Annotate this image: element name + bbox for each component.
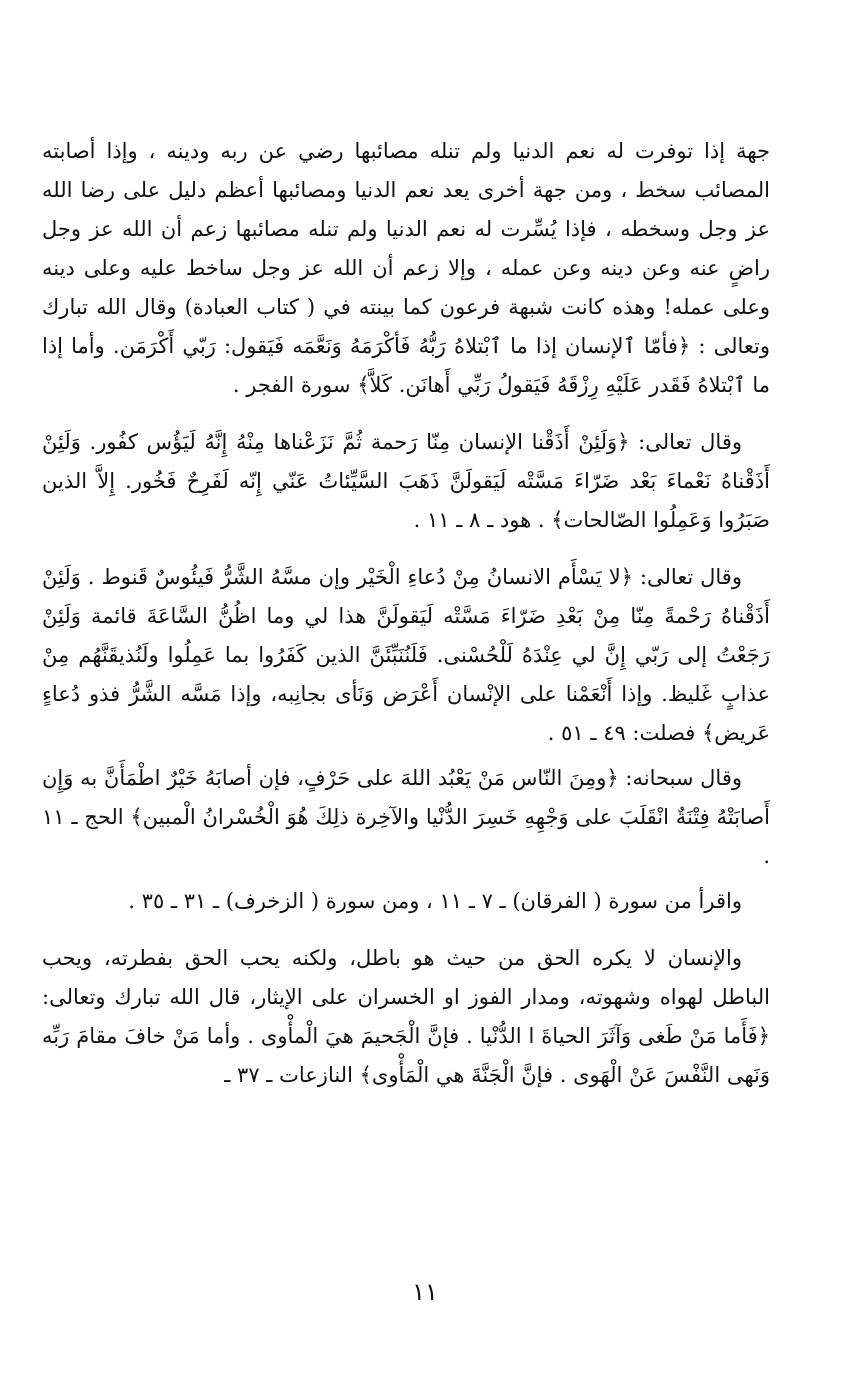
paragraph-4: وقال سبحانه: ﴿ومِنَ النّاس مَنْ يَعْبُد اللهَ على حَرْفٍ، فإن أصابَهُ خَيْرٌ اطْمَأَنَّ به وَإِن أَصابَتْهُ فِتْنَةٌ انْقَلَبَ على وَجْهِهِ خَسِرَ الدُّنْيا والآخِرة ذلِكَ هُوَ الْخُسْرانُ الْمبين﴾ الحج ـ ١١ . (42, 766, 770, 868)
paragraph-3: وقال تعالى: ﴿لا يَسْأَم الانسانُ مِنْ دُعاءِ الْخَيْر وإن مسَّهُ الشَّرُّ فَيئُوسٌ قَنوط . وَلَئِنْ أَذَقْناهُ رَحْمةً مِنّا مِنْ بَعْدِ ضَرّاءَ مَسَّتْه لَيَقولَنَّ هذا لي وما اظُنُّ السَّاعَةَ قائمة وَلَئِنْ رَجَعْتُ إلى رَبّي إِنَّ لي عِنْدَهُ لَلْحُسْنى. فَلَنُنَبِّئَنَّ الذين كَفَرُوا بما عَمِلُوا ولَنُذيقَنَّهُم مِنْ عذابٍ غَليظ. وإذا أَنْعَمْنا على الإنْسان أَعْرَض وَنَأى بجانِبه، وإذا مَسَّه الشَّرُّ فذو دُعاءٍ عَريض﴾ فصلت: ٤٩ ـ ٥١ . (42, 565, 770, 745)
page-number: ١١ (412, 1278, 438, 1306)
page-body (42, 132, 770, 1095)
paragraph-1: جهة إذا توفرت له نعم الدنيا ولم تنله مصائبها رضي عن ربه ودينه ، وإذا أصابته المصائب سخط ، ومن جهة أخرى يعد نعم الدنيا ومصائبها أعظم دليل على رضا الله عز وجل وسخطه ، فإذا يُسِّرت له نعم الدنيا ولم تنله مصائبها زعم أن الله عز وجل راضٍ عنه وعن دينه وعن عمله ، وإلا زعم أن الله عز وجل ساخط عليه وعلى دينه وعلى عمله! وهذه كانت شبهة فرعون كما بينته في ( كتاب العبادة) وقال الله تبارك وتعالى : ﴿فأمّا ٱلإنسان إذا ما ٱبْتلاهُ رَبُّهُ فَأكْرَمَهُ وَنَعَّمَه فَيَقول: رَبّي أَكْرَمَن. وأما إذا ما ٱبْتلاهُ فَقَدر عَلَيْهِ رِزْقَهُ فَيَقولُ رَبِّي أَهانَن. كَلاَّ﴾ سورة الفجر . (42, 139, 770, 397)
paragraph-6: والإنسان لا يكره الحق من حيث هو باطل، ولكنه يحب الحق بفطرته، ويحب الباطل لهواه وشهوته، ومدار الفوز او الخسران على الإيثار، قال الله تبارك وتعالى: ﴿فَأَما مَنْ طَغى وَآثَرَ الحياةَ ا الدُّنْيا . فإنَّ الْجَحيمَ هيَ الْمأْوى . وأما مَنْ خافَ مقامَ رَبِّه وَنَهى النَّفْسَ عَنْ الْهَوى . فإنَّ الْجَنَّةَ هي الْمَأْوى﴾ النازعات ـ ٣٧ ـ (42, 946, 770, 1087)
paragraph-5: واقرأ من سورة ( الفرقان) ـ ٧ ـ ١١ ، ومن سورة ( الزخرف) ـ ٣١ ـ ٣٥ . (128, 889, 742, 913)
paragraph-2: وقال تعالى: ﴿وَلَئِنْ أَذَقْنا الإنسان مِنّا رَحمة ثُمَّ نَزَعْناها مِنْهُ إِنَّهُ لَيَؤُس كفُور. وَلَئِنْ أَذَقْناهُ نَعْماءَ بَعْد ضَرّاءَ مَسَّتْه لَيَقولَنَّ ذَهَبَ السَّيِّئاتُ عَنّي إِنّه لَفَرِحٌ فَخُور. إِلاَّ الذين صَبَرُوا وَعَمِلُوا الصّالحات﴾ . هود ـ ٨ ـ ١١ . (42, 430, 770, 532)
